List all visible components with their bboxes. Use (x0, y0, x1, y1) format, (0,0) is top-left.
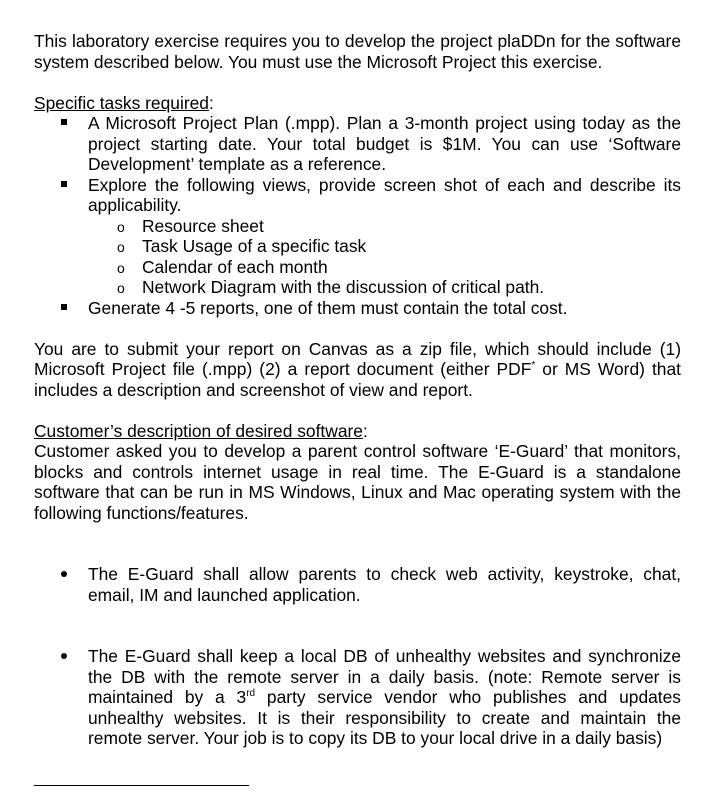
feature-item (34, 646, 681, 749)
intro-paragraph: This laboratory exercise requires you to develop the project plaDDn for the software system described below. You must use the Microsoft Project this exercise. (34, 31, 681, 72)
dot-bullet-icon (61, 571, 67, 577)
customer-heading-colon: : (362, 420, 368, 441)
circle-bullet-icon: o (117, 280, 125, 296)
task-text: A Microsoft Project Plan (.mpp). Plan a 3-month project using today as the project starting date. Your total budget is $1M. You can use ‘Software Development’ template as a reference. (88, 113, 681, 174)
square-bullet-icon (61, 181, 67, 187)
spacer (34, 544, 681, 565)
task-item (34, 175, 681, 216)
spacer (34, 72, 681, 93)
features-list (34, 564, 681, 605)
view-text: Calendar of each month (142, 256, 328, 277)
features-list-2 (34, 646, 681, 749)
view-item (34, 216, 681, 237)
tasks-heading-text: Specific tasks required (34, 92, 209, 113)
tasks-heading-colon: : (208, 92, 214, 113)
dot-bullet-icon (61, 653, 67, 659)
view-item (34, 277, 681, 298)
spacer (34, 626, 681, 647)
task-text: Generate 4 -5 reports, one of them must contain the total cost. (88, 297, 568, 318)
view-text: Network Diagram with the discussion of critical path. (142, 277, 545, 297)
customer-heading-text: Customer’s description of desired software (34, 420, 363, 441)
spacer (34, 400, 681, 421)
task-text: Explore the following views, provide screen shot of each and describe its applicability. (88, 174, 681, 215)
circle-bullet-icon: o (117, 218, 125, 235)
view-item (34, 236, 681, 257)
submission-text-2: or MS Word) that includes a description and screenshot of view and report. (34, 359, 681, 400)
spacer (34, 605, 681, 626)
task-item (34, 298, 681, 319)
circle-bullet-icon: o (117, 239, 125, 255)
view-text: Resource sheet (142, 215, 264, 236)
feature-text-a: The E-Guard shall keep a local DB of unhealthy websites and synchronize the DB with the remote server in a daily basis. (note: Remote server is maintained by a 3 (88, 646, 681, 707)
submission-text-1: You are to submit your report on Canvas as a zip file, which should include (1) Microsoft Project file (.mpp) (2) a report document (either PDF (34, 338, 681, 379)
tasks-heading (34, 93, 681, 114)
square-bullet-icon (61, 119, 67, 125)
view-item (34, 257, 681, 278)
square-bullet-icon (61, 304, 67, 310)
submission-paragraph (34, 339, 681, 401)
view-text: Task Usage of a specific task (142, 236, 367, 256)
spacer (34, 318, 681, 339)
footnote-separator (34, 785, 249, 786)
task-item (34, 113, 681, 175)
customer-paragraph: Customer asked you to develop a parent control software ‘E-Guard’ that monitors, blocks and controls internet usage in real time. The E-Guard is a standalone software that can be run in MS Windows, Linux and Mac operating system with the following functions/features. (34, 441, 681, 523)
spacer (34, 523, 681, 544)
feature-text: The E-Guard shall allow parents to check web activity, keystroke, chat, email, IM and launched application. (88, 564, 681, 605)
footnote-marker: * (531, 360, 536, 372)
ordinal-suffix: rd (246, 688, 256, 700)
customer-heading (34, 421, 681, 442)
tasks-list (34, 113, 681, 318)
circle-bullet-icon: o (117, 259, 125, 276)
feature-item (34, 564, 681, 605)
feature-text-b: party service vendor who publishes and updates unhealthy websites. It is their responsibility to create and maintain the remote server. Your job is to copy its DB to your local drive in a daily basis) (88, 687, 681, 748)
